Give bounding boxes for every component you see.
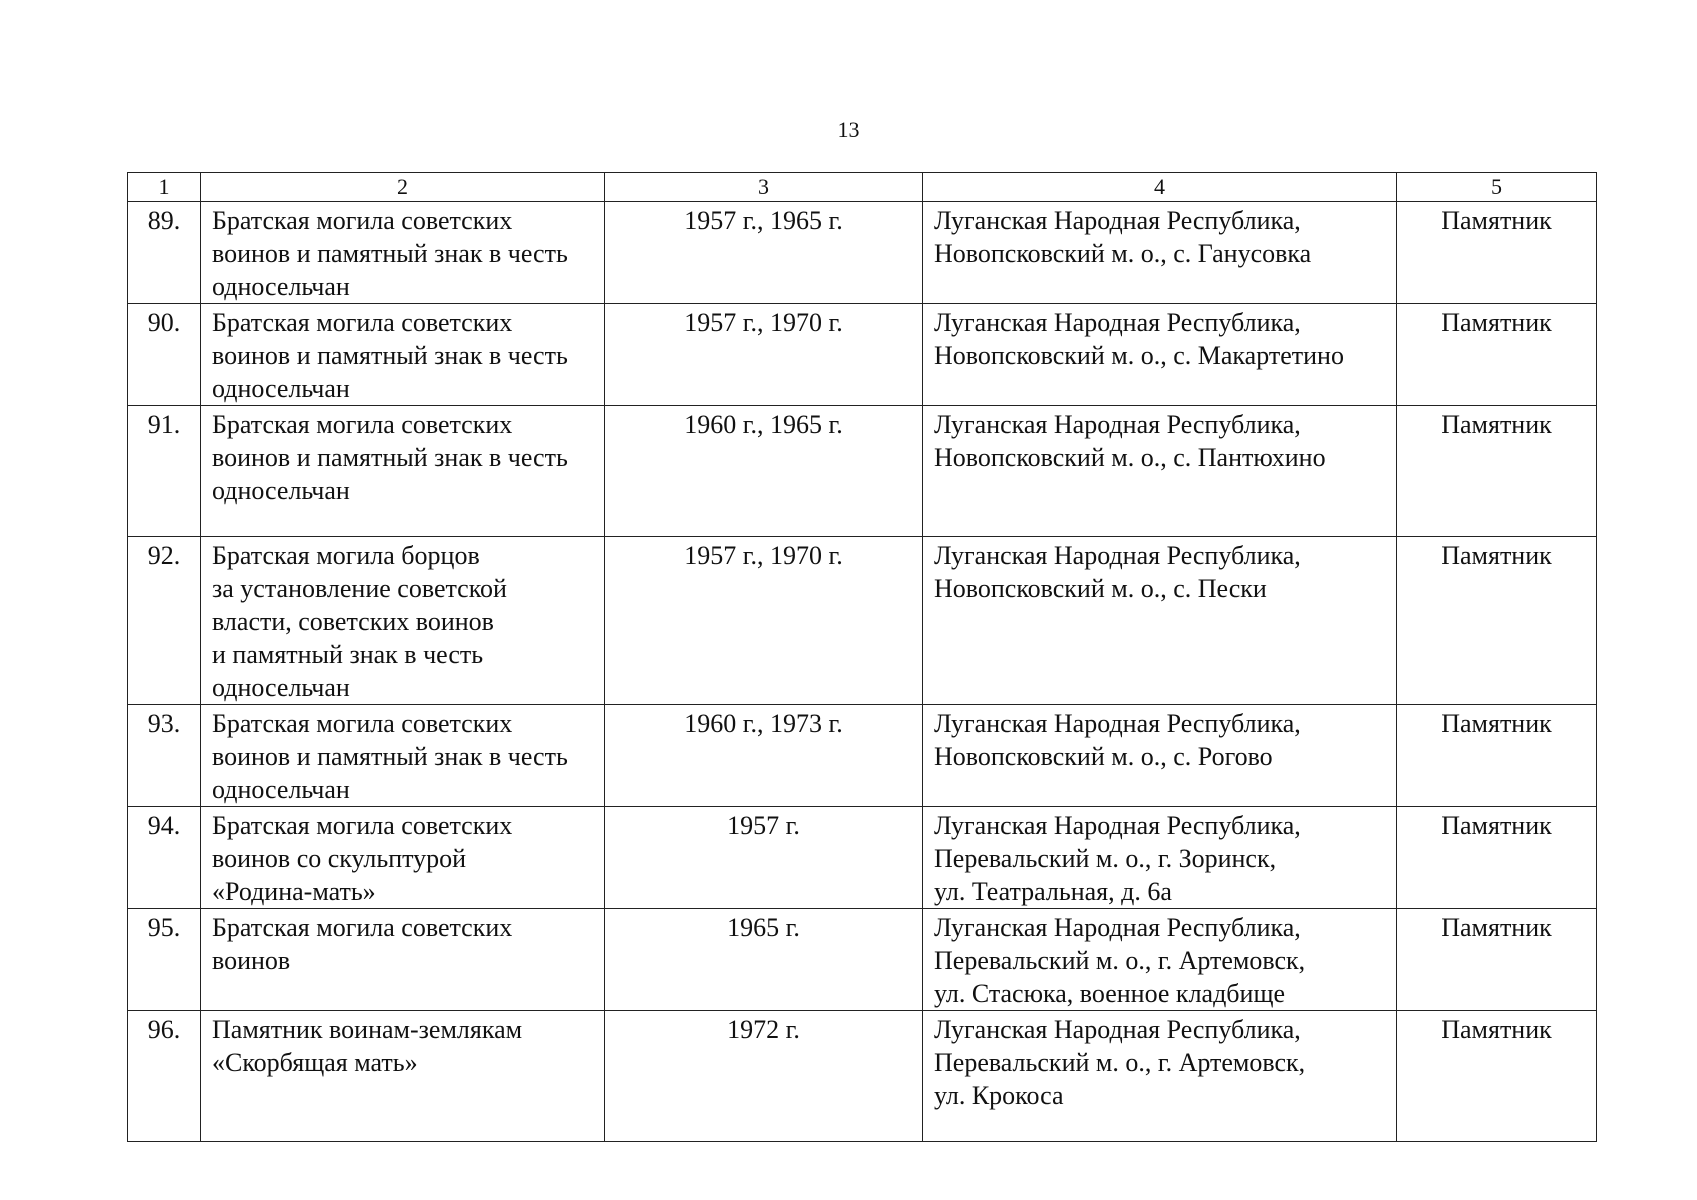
location-line: Новопсковский м. о., с. Пески [934,574,1267,603]
monument-type-cell: Памятник [1397,406,1597,537]
monument-name-line: Братская могила советских [212,206,513,235]
monument-name-line: односельчан [212,272,350,301]
table-row [128,304,1597,406]
date-cell: 1960 г., 1973 г. [605,705,923,807]
date-cell: 1957 г., 1970 г. [605,537,923,705]
location-cell [923,202,1397,304]
monument-name-line: власти, советских воинов [212,607,494,636]
monument-name-line: Братская могила советских [212,410,513,439]
monument-name-line: Братская могила советских [212,709,513,738]
location-cell [923,705,1397,807]
monument-name-line: «Скорбящая мать» [212,1048,418,1077]
monument-name-line: «Родина-мать» [212,877,376,906]
monument-name-cell [201,304,605,406]
location-cell [923,807,1397,909]
location-line: Луганская Народная Республика, [934,709,1301,738]
monument-name-cell [201,909,605,1011]
monument-name-cell [201,705,605,807]
monument-name-line: воинов и памятный знак в честь [212,742,568,771]
column-header-1: 1 [128,173,201,202]
row-number-cell: 90. [128,304,201,406]
monument-type-cell: Памятник [1397,705,1597,807]
page-number: 13 [837,117,860,142]
location-line: Луганская Народная Республика, [934,1015,1301,1044]
monument-name-line: Памятник воинам-землякам [212,1015,523,1044]
date-cell: 1957 г. [605,807,923,909]
date-cell: 1960 г., 1965 г. [605,406,923,537]
column-header-2: 2 [201,173,605,202]
location-line: Луганская Народная Республика, [934,308,1301,337]
monument-type-cell: Памятник [1397,807,1597,909]
table-body [128,202,1597,1142]
row-number-cell: 93. [128,705,201,807]
monument-name-line: односельчан [212,374,350,403]
monument-type-cell: Памятник [1397,1011,1597,1142]
location-line: ул. Стасюка, военное кладбище [934,979,1286,1008]
location-cell [923,1011,1397,1142]
monument-name-line: Братская могила советских [212,913,513,942]
location-cell [923,304,1397,406]
date-cell: 1957 г., 1965 г. [605,202,923,304]
monument-name-line: односельчан [212,673,350,702]
location-line: Новопсковский м. о., с. Ганусовка [934,239,1312,268]
table-header [128,173,1597,202]
row-number-cell: 89. [128,202,201,304]
monument-name-line: Братская могила советских [212,811,513,840]
table-row [128,909,1597,1011]
table-row [128,406,1597,537]
monument-name-line: воинов [212,946,291,975]
row-number-cell: 96. [128,1011,201,1142]
monument-name-line: воинов со скульптурой [212,844,467,873]
column-header-5: 5 [1397,173,1597,202]
table-row [128,537,1597,705]
location-line: Новопсковский м. о., с. Макартетино [934,341,1344,370]
monument-name-line: Братская могила борцов [212,541,480,570]
monument-name-cell [201,807,605,909]
monuments-table [127,172,1597,1142]
table-row [128,807,1597,909]
table-row [128,202,1597,304]
row-number-cell: 94. [128,807,201,909]
row-number-cell: 92. [128,537,201,705]
monument-name-line: односельчан [212,775,350,804]
monument-name-line: воинов и памятный знак в честь [212,443,568,472]
table-row [128,705,1597,807]
monument-name-line: односельчан [212,476,350,505]
monument-name-line: за установление советской [212,574,507,603]
monument-type-cell: Памятник [1397,537,1597,705]
table-row [128,1011,1597,1142]
location-line: Новопсковский м. о., с. Пантюхино [934,443,1326,472]
monument-name-cell [201,1011,605,1142]
date-cell: 1965 г. [605,909,923,1011]
monument-type-cell: Памятник [1397,304,1597,406]
monument-name-line: и памятный знак в честь [212,640,484,669]
location-line: Луганская Народная Республика, [934,410,1301,439]
location-cell [923,909,1397,1011]
location-cell [923,406,1397,537]
location-line: Новопсковский м. о., с. Рогово [934,742,1273,771]
location-line: Луганская Народная Республика, [934,811,1301,840]
location-line: Перевальский м. о., г. Артемовск, [934,946,1306,975]
location-line: Перевальский м. о., г. Артемовск, [934,1048,1306,1077]
monument-name-cell [201,202,605,304]
date-cell: 1957 г., 1970 г. [605,304,923,406]
location-line: Луганская Народная Республика, [934,541,1301,570]
column-header-3: 3 [605,173,923,202]
monument-name-line: воинов и памятный знак в честь [212,341,568,370]
row-number-cell: 95. [128,909,201,1011]
date-cell: 1972 г. [605,1011,923,1142]
monument-type-cell: Памятник [1397,909,1597,1011]
monument-name-line: воинов и памятный знак в честь [212,239,568,268]
row-number-cell: 91. [128,406,201,537]
location-line: Луганская Народная Республика, [934,913,1301,942]
location-line: ул. Крокоса [934,1081,1064,1110]
monument-type-cell: Памятник [1397,202,1597,304]
column-numbers-row [128,173,1597,202]
monument-name-cell [201,406,605,537]
column-header-4: 4 [923,173,1397,202]
location-cell [923,537,1397,705]
monument-name-line: Братская могила советских [212,308,513,337]
location-line: Перевальский м. о., г. Зоринск, [934,844,1277,873]
monument-name-cell [201,537,605,705]
location-line: ул. Театральная, д. 6а [934,877,1172,906]
location-line: Луганская Народная Республика, [934,206,1301,235]
